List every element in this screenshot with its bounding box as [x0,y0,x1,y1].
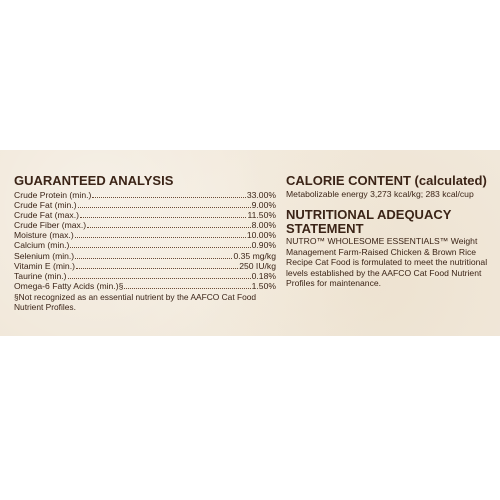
analysis-row-label: Crude Fat (max.) [14,210,79,221]
dot-leader [87,220,251,228]
dot-leader [68,271,251,279]
analysis-row-value: 11.50% [247,210,276,221]
nutritional-adequacy-heading: NUTRITIONAL ADEQUACY STATEMENT [286,207,452,236]
dot-leader [124,281,250,289]
analysis-footnote: §Not recognized as an essential nutrient by the AAFCO Cat Food Nutrient Profiles. [14,291,257,313]
analysis-row-label: Calcium (min.) [14,240,70,251]
analysis-row-moisture [14,230,276,240]
analysis-row-value: 1.50% [251,280,276,291]
calorie-and-adequacy-section [286,174,492,288]
analysis-row-selenium [14,251,276,261]
analysis-row-crude-fat-max [14,210,276,220]
analysis-row-taurine [14,271,276,281]
analysis-row-value: 250 IU/kg [239,260,276,271]
analysis-row-vitamin-e [14,261,276,271]
analysis-row-crude-fat-min [14,200,276,210]
analysis-row-label: Vitamin E (min.) [14,260,75,271]
dot-leader [78,200,251,208]
analysis-row-value: 9.00% [251,200,276,211]
analysis-row-label: Taurine (min.) [14,270,67,281]
analysis-row-value: 33.00% [246,190,276,200]
analysis-row-calcium [14,240,276,250]
analysis-row-value: 0.90% [251,240,276,251]
dot-leader [75,251,232,259]
dot-leader [70,240,250,248]
guaranteed-analysis-heading: GUARANTEED ANALYSIS [14,173,174,188]
analysis-row-value: 0.18% [251,270,276,281]
dot-leader [76,261,238,269]
analysis-row-label: Omega-6 Fatty Acids (min.)§ [14,280,124,291]
analysis-row-value: 0.35 mg/kg [233,250,276,261]
analysis-row-label: Crude Fat (min.) [14,200,77,211]
analysis-row-label: Moisture (max.) [14,230,74,241]
analysis-row-label: Crude Fiber (max.) [14,220,87,231]
analysis-row-crude-protein [14,190,276,200]
analysis-row-value: 8.00% [251,220,276,231]
analysis-row-omega-6 [14,281,276,291]
calorie-content-text: Metabolizable energy 3,273 kcal/kg; 283 kcal/cup [286,189,474,199]
analysis-row-label: Crude Protein (min.) [14,190,92,200]
dot-leader [80,210,247,218]
nutrition-label-panel [0,150,500,336]
dot-leader [75,230,246,238]
calorie-content-heading: CALORIE CONTENT (calculated) [286,173,487,188]
analysis-row-value: 10.00% [246,230,276,241]
guaranteed-analysis-table [14,190,276,291]
nutritional-adequacy-text: NUTRO™ WHOLESOME ESSENTIALS™ Weight Management Farm-Raised Chicken & Brown Rice Recipe Cat Food is formulated to meet the nutritional levels established by the AAFCO Cat Food Nutrient Profiles for maintenance. [286,236,488,289]
guaranteed-analysis-section [14,174,276,312]
analysis-row-crude-fiber [14,220,276,230]
analysis-row-label: Selenium (min.) [14,250,75,261]
dot-leader [92,190,245,198]
